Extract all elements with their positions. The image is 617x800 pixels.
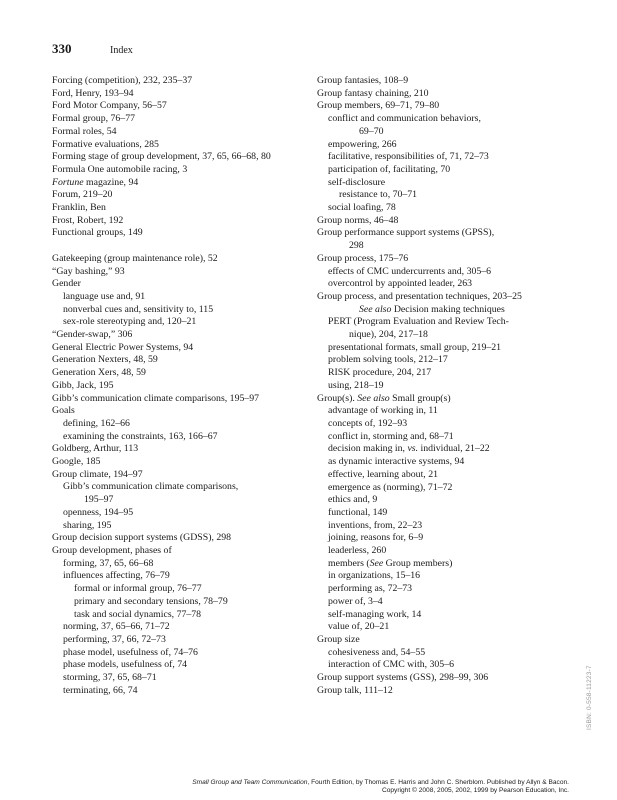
footer-publication: , Fourth Edition, by Thomas E. Harris and John C. Sherblom. Published by Allyn & Bacon. bbox=[307, 779, 569, 786]
entry-text: advantage of working in, 11 bbox=[328, 405, 438, 417]
entry-text: as dynamic interactive systems, 94 bbox=[328, 456, 465, 468]
index-entry bbox=[52, 266, 320, 279]
index-subentry bbox=[317, 431, 585, 444]
entry-text: Group process, 175–76 bbox=[317, 252, 409, 264]
index-subentry bbox=[317, 558, 585, 571]
entry-text: defining, 162–66 bbox=[63, 417, 130, 429]
index-subentry bbox=[317, 367, 585, 380]
index-subentry bbox=[52, 316, 320, 329]
index-subentry bbox=[317, 189, 585, 202]
page-number: 330 bbox=[52, 41, 72, 56]
entry-text: decision making in, bbox=[328, 443, 408, 455]
entry-text: influences affecting, 76–79 bbox=[63, 570, 170, 582]
entry-text: Generation Nexters, 48, 59 bbox=[52, 354, 158, 366]
index-entry bbox=[52, 88, 320, 101]
index-subentry bbox=[317, 532, 585, 545]
index-entry bbox=[52, 151, 320, 164]
index-entry bbox=[52, 126, 320, 139]
page-header bbox=[52, 40, 133, 56]
entry-text: Formula One automobile racing, 3 bbox=[52, 163, 188, 175]
entry-text: Group talk, 111–12 bbox=[317, 684, 393, 696]
entry-text: power of, 3–4 bbox=[328, 595, 383, 607]
index-subentry bbox=[317, 647, 585, 660]
entry-text: empowering, 266 bbox=[328, 138, 397, 150]
entry-italic-text: See also bbox=[357, 392, 390, 404]
entry-text: 195–97 bbox=[84, 494, 114, 506]
index-entry bbox=[52, 215, 320, 228]
entry-text: performing, 37, 66, 72–73 bbox=[63, 633, 166, 645]
index-subentry bbox=[317, 342, 585, 355]
entry-text: PERT (Program Evaluation and Review Tech- bbox=[328, 316, 509, 328]
entry-text: sex-role stereotyping and, 120–21 bbox=[63, 316, 197, 328]
entry-text: Group members) bbox=[383, 557, 453, 569]
index-entry bbox=[317, 634, 585, 647]
entry-text: Group fantasy chaining, 210 bbox=[317, 87, 429, 99]
index-entry bbox=[317, 227, 585, 240]
index-subentry bbox=[317, 380, 585, 393]
entry-text: norming, 37, 65–66, 71–72 bbox=[63, 621, 170, 633]
entry-text: inventions, from, 22–23 bbox=[328, 519, 423, 531]
footer-line-1 bbox=[192, 779, 569, 787]
entry-text: self-disclosure bbox=[328, 176, 386, 188]
entry-text: magazine, 94 bbox=[83, 176, 139, 188]
index-entry bbox=[317, 685, 585, 698]
index-subentry bbox=[317, 126, 585, 139]
entry-text: Decision making techniques bbox=[391, 303, 505, 315]
index-subentry bbox=[317, 596, 585, 609]
index-entry bbox=[52, 100, 320, 113]
entry-text: participation of, facilitating, 70 bbox=[328, 163, 451, 175]
entry-text: Formal roles, 54 bbox=[52, 125, 117, 137]
entry-text: forming, 37, 65, 66–68 bbox=[63, 557, 154, 569]
entry-text: Gibb’s communication climate comparisons, bbox=[63, 481, 239, 493]
index-subentry bbox=[317, 329, 585, 342]
section-gap bbox=[52, 240, 320, 253]
entry-text: conflict and communication behaviors, bbox=[328, 113, 481, 125]
index-subentry bbox=[52, 431, 320, 444]
entry-text: leaderless, 260 bbox=[328, 545, 387, 557]
index-entry bbox=[52, 113, 320, 126]
index-subentry bbox=[317, 507, 585, 520]
copyright-footer bbox=[192, 779, 569, 795]
index-subentry bbox=[52, 583, 320, 596]
index-entry bbox=[52, 469, 320, 482]
entry-text: Formal group, 76–77 bbox=[52, 113, 135, 125]
index-subentry bbox=[317, 482, 585, 495]
entry-text: individual, 21–22 bbox=[418, 443, 490, 455]
entry-text: Gibb’s communication climate comparisons, 195–97 bbox=[52, 392, 260, 404]
index-subentry bbox=[52, 570, 320, 583]
index-subentry bbox=[317, 621, 585, 634]
entry-text: Group process, and presentation techniques, 203–25 bbox=[317, 290, 522, 302]
index-subentry bbox=[52, 494, 320, 507]
index-entry bbox=[52, 278, 320, 291]
entry-text: Ford, Henry, 193–94 bbox=[52, 87, 134, 99]
entry-text: Formative evaluations, 285 bbox=[52, 138, 159, 150]
index-entry bbox=[52, 443, 320, 456]
entry-italic-text: See bbox=[369, 557, 384, 569]
entry-text: phase model, usefulness of, 74–76 bbox=[63, 646, 198, 658]
entry-text: nique), 204, 217–18 bbox=[349, 329, 428, 341]
entry-text: Goals bbox=[52, 405, 75, 417]
entry-text: using, 218–19 bbox=[328, 379, 384, 391]
entry-text: problem solving tools, 212–17 bbox=[328, 354, 448, 366]
index-subentry bbox=[317, 659, 585, 672]
entry-text: Franklin, Ben bbox=[52, 202, 106, 214]
index-entry bbox=[52, 253, 320, 266]
index-entry bbox=[52, 177, 320, 190]
index-subentry bbox=[52, 659, 320, 672]
index-subentry bbox=[52, 621, 320, 634]
index-subentry bbox=[317, 469, 585, 482]
entry-text: Gibb, Jack, 195 bbox=[52, 379, 114, 391]
entry-text: language use and, 91 bbox=[63, 290, 146, 302]
entry-text: Group(s). bbox=[317, 392, 358, 404]
index-column-right bbox=[317, 75, 585, 697]
index-entry bbox=[52, 139, 320, 152]
index-subentry bbox=[317, 494, 585, 507]
index-subentry bbox=[317, 316, 585, 329]
entry-text: 69–70 bbox=[359, 125, 384, 137]
index-subentry bbox=[317, 240, 585, 253]
entry-text: “Gender-swap,” 306 bbox=[52, 329, 133, 341]
entry-text: Group size bbox=[317, 633, 360, 645]
index-subentry bbox=[317, 139, 585, 152]
index-column-left bbox=[52, 75, 320, 697]
index-entry bbox=[52, 532, 320, 545]
index-entry bbox=[52, 329, 320, 342]
index-subentry bbox=[317, 583, 585, 596]
entry-text: Generation Xers, 48, 59 bbox=[52, 367, 146, 379]
index-entry bbox=[317, 253, 585, 266]
index-subentry bbox=[52, 685, 320, 698]
entry-text: Gatekeeping (group maintenance role), 52 bbox=[52, 252, 218, 264]
entry-text: Ford Motor Company, 56–57 bbox=[52, 100, 167, 112]
entry-text: Small group(s) bbox=[389, 392, 451, 404]
isbn-watermark: ISBN: 0-558-11223-7 bbox=[586, 665, 593, 730]
index-subentry bbox=[52, 596, 320, 609]
entry-text: joining, reasons for, 6–9 bbox=[328, 532, 424, 544]
entry-text: functional, 149 bbox=[328, 506, 388, 518]
entry-text: primary and secondary tensions, 78–79 bbox=[74, 595, 228, 607]
index-subentry bbox=[317, 418, 585, 431]
entry-text: overcontrol by appointed leader, 263 bbox=[328, 278, 473, 290]
entry-text: 298 bbox=[349, 240, 364, 252]
index-subentry bbox=[317, 177, 585, 190]
index-subentry bbox=[317, 202, 585, 215]
index-entry bbox=[317, 672, 585, 685]
index-subentry bbox=[52, 304, 320, 317]
entry-text: Google, 185 bbox=[52, 456, 101, 468]
index-subentry bbox=[317, 266, 585, 279]
entry-text: sharing, 195 bbox=[63, 519, 112, 531]
index-entry bbox=[52, 189, 320, 202]
entry-text: in organizations, 15–16 bbox=[328, 570, 421, 582]
index-entry bbox=[52, 75, 320, 88]
entry-text: effects of CMC undercurrents and, 305–6 bbox=[328, 265, 492, 277]
entry-text: Group support systems (GSS), 298–99, 306 bbox=[317, 672, 489, 684]
entry-text: emergence as (norming), 71–72 bbox=[328, 481, 453, 493]
entry-text: presentational formats, small group, 219–21 bbox=[328, 341, 502, 353]
index-subentry bbox=[317, 520, 585, 533]
entry-text: Group fantasies, 108–9 bbox=[317, 75, 409, 86]
entry-italic-text: See also bbox=[359, 303, 392, 315]
running-head: Index bbox=[110, 45, 133, 56]
entry-text: General Electric Power Systems, 94 bbox=[52, 341, 194, 353]
index-subentry bbox=[317, 354, 585, 367]
index-subentry bbox=[317, 151, 585, 164]
entry-text: Group decision support systems (GDSS), 298 bbox=[52, 532, 232, 544]
index-subentry bbox=[52, 609, 320, 622]
entry-text: terminating, 66, 74 bbox=[63, 684, 138, 696]
index-subentry bbox=[52, 418, 320, 431]
index-subentry bbox=[317, 545, 585, 558]
entry-text: members ( bbox=[328, 557, 370, 569]
index-entry bbox=[317, 291, 585, 304]
entry-text: Gender bbox=[52, 278, 81, 290]
entry-text: cohesiveness and, 54–55 bbox=[328, 646, 426, 658]
index-subentry bbox=[317, 405, 585, 418]
index-entry bbox=[52, 545, 320, 558]
entry-text: social loafing, 78 bbox=[328, 202, 396, 214]
index-entry bbox=[52, 393, 320, 406]
entry-text: “Gay bashing,” 93 bbox=[52, 265, 125, 277]
entry-text: Group performance support systems (GPSS), bbox=[317, 227, 495, 239]
index-subentry bbox=[317, 443, 585, 456]
index-subentry bbox=[52, 481, 320, 494]
entry-text: conflict in, storming and, 68–71 bbox=[328, 430, 454, 442]
entry-text: Group development, phases of bbox=[52, 545, 172, 556]
entry-italic-text: vs. bbox=[407, 443, 419, 455]
index-subentry bbox=[52, 507, 320, 520]
entry-text: resistance to, 70–71 bbox=[339, 189, 418, 201]
entry-text: Group climate, 194–97 bbox=[52, 468, 143, 480]
index-entry bbox=[52, 227, 320, 240]
entry-text: Forming stage of group development, 37, 65, 66–68, 80 bbox=[52, 151, 271, 163]
entry-text: task and social dynamics, 77–78 bbox=[74, 608, 202, 620]
index-entry bbox=[52, 342, 320, 355]
index-entry bbox=[317, 88, 585, 101]
entry-text: Group norms, 46–48 bbox=[317, 214, 399, 226]
entry-text: ethics and, 9 bbox=[328, 494, 378, 506]
index-subentry bbox=[317, 113, 585, 126]
entry-text: Forcing (competition), 232, 235–37 bbox=[52, 75, 193, 86]
index-entry bbox=[52, 202, 320, 215]
entry-text: facilitative, responsibilities of, 71, 72–73 bbox=[328, 151, 489, 163]
entry-text: formal or informal group, 76–77 bbox=[74, 583, 202, 595]
entry-italic-text: Fortune bbox=[52, 176, 84, 188]
index-subentry bbox=[317, 609, 585, 622]
entry-text: RISK procedure, 204, 217 bbox=[328, 367, 432, 379]
index-subentry bbox=[317, 164, 585, 177]
entry-text: effective, learning about, 21 bbox=[328, 468, 438, 480]
index-entry bbox=[317, 215, 585, 228]
index-entry bbox=[52, 456, 320, 469]
index-subentry bbox=[317, 278, 585, 291]
index-subentry bbox=[317, 456, 585, 469]
index-subentry bbox=[52, 634, 320, 647]
footer-line-2: Copyright © 2008, 2005, 2002, 1999 by Pearson Education, Inc. bbox=[381, 787, 569, 794]
index-subentry bbox=[317, 304, 585, 317]
entry-text: Group members, 69–71, 79–80 bbox=[317, 100, 440, 112]
index-entry bbox=[52, 380, 320, 393]
index-subentry bbox=[317, 570, 585, 583]
index-entry bbox=[52, 405, 320, 418]
entry-text: performing as, 72–73 bbox=[328, 583, 413, 595]
index-entry bbox=[317, 75, 585, 88]
index-entry bbox=[317, 100, 585, 113]
entry-text: value of, 20–21 bbox=[328, 621, 390, 633]
index-entry bbox=[52, 354, 320, 367]
entry-text: Goldberg, Arthur, 113 bbox=[52, 443, 139, 455]
entry-text: self-managing work, 14 bbox=[328, 608, 422, 620]
index-subentry bbox=[52, 647, 320, 660]
entry-text: phase models, usefulness of, 74 bbox=[63, 659, 188, 671]
index-subentry bbox=[52, 520, 320, 533]
index-subentry bbox=[52, 291, 320, 304]
entry-text: Functional groups, 149 bbox=[52, 227, 143, 239]
entry-text: interaction of CMC with, 305–6 bbox=[328, 659, 454, 671]
index-subentry bbox=[52, 558, 320, 571]
entry-text: Frost, Robert, 192 bbox=[52, 214, 124, 226]
entry-text: Forum, 219–20 bbox=[52, 189, 113, 201]
entry-text: storming, 37, 65, 68–71 bbox=[63, 672, 157, 684]
index-entry bbox=[317, 393, 585, 406]
index-subentry bbox=[52, 672, 320, 685]
index-entry bbox=[52, 164, 320, 177]
index-entry bbox=[52, 367, 320, 380]
entry-text: openness, 194–95 bbox=[63, 506, 134, 518]
footer-book-title: Small Group and Team Communication bbox=[192, 779, 308, 786]
entry-text: nonverbal cues and, sensitivity to, 115 bbox=[63, 303, 214, 315]
entry-text: concepts of, 192–93 bbox=[328, 417, 408, 429]
entry-text: examining the constraints, 163, 166–67 bbox=[63, 430, 218, 442]
